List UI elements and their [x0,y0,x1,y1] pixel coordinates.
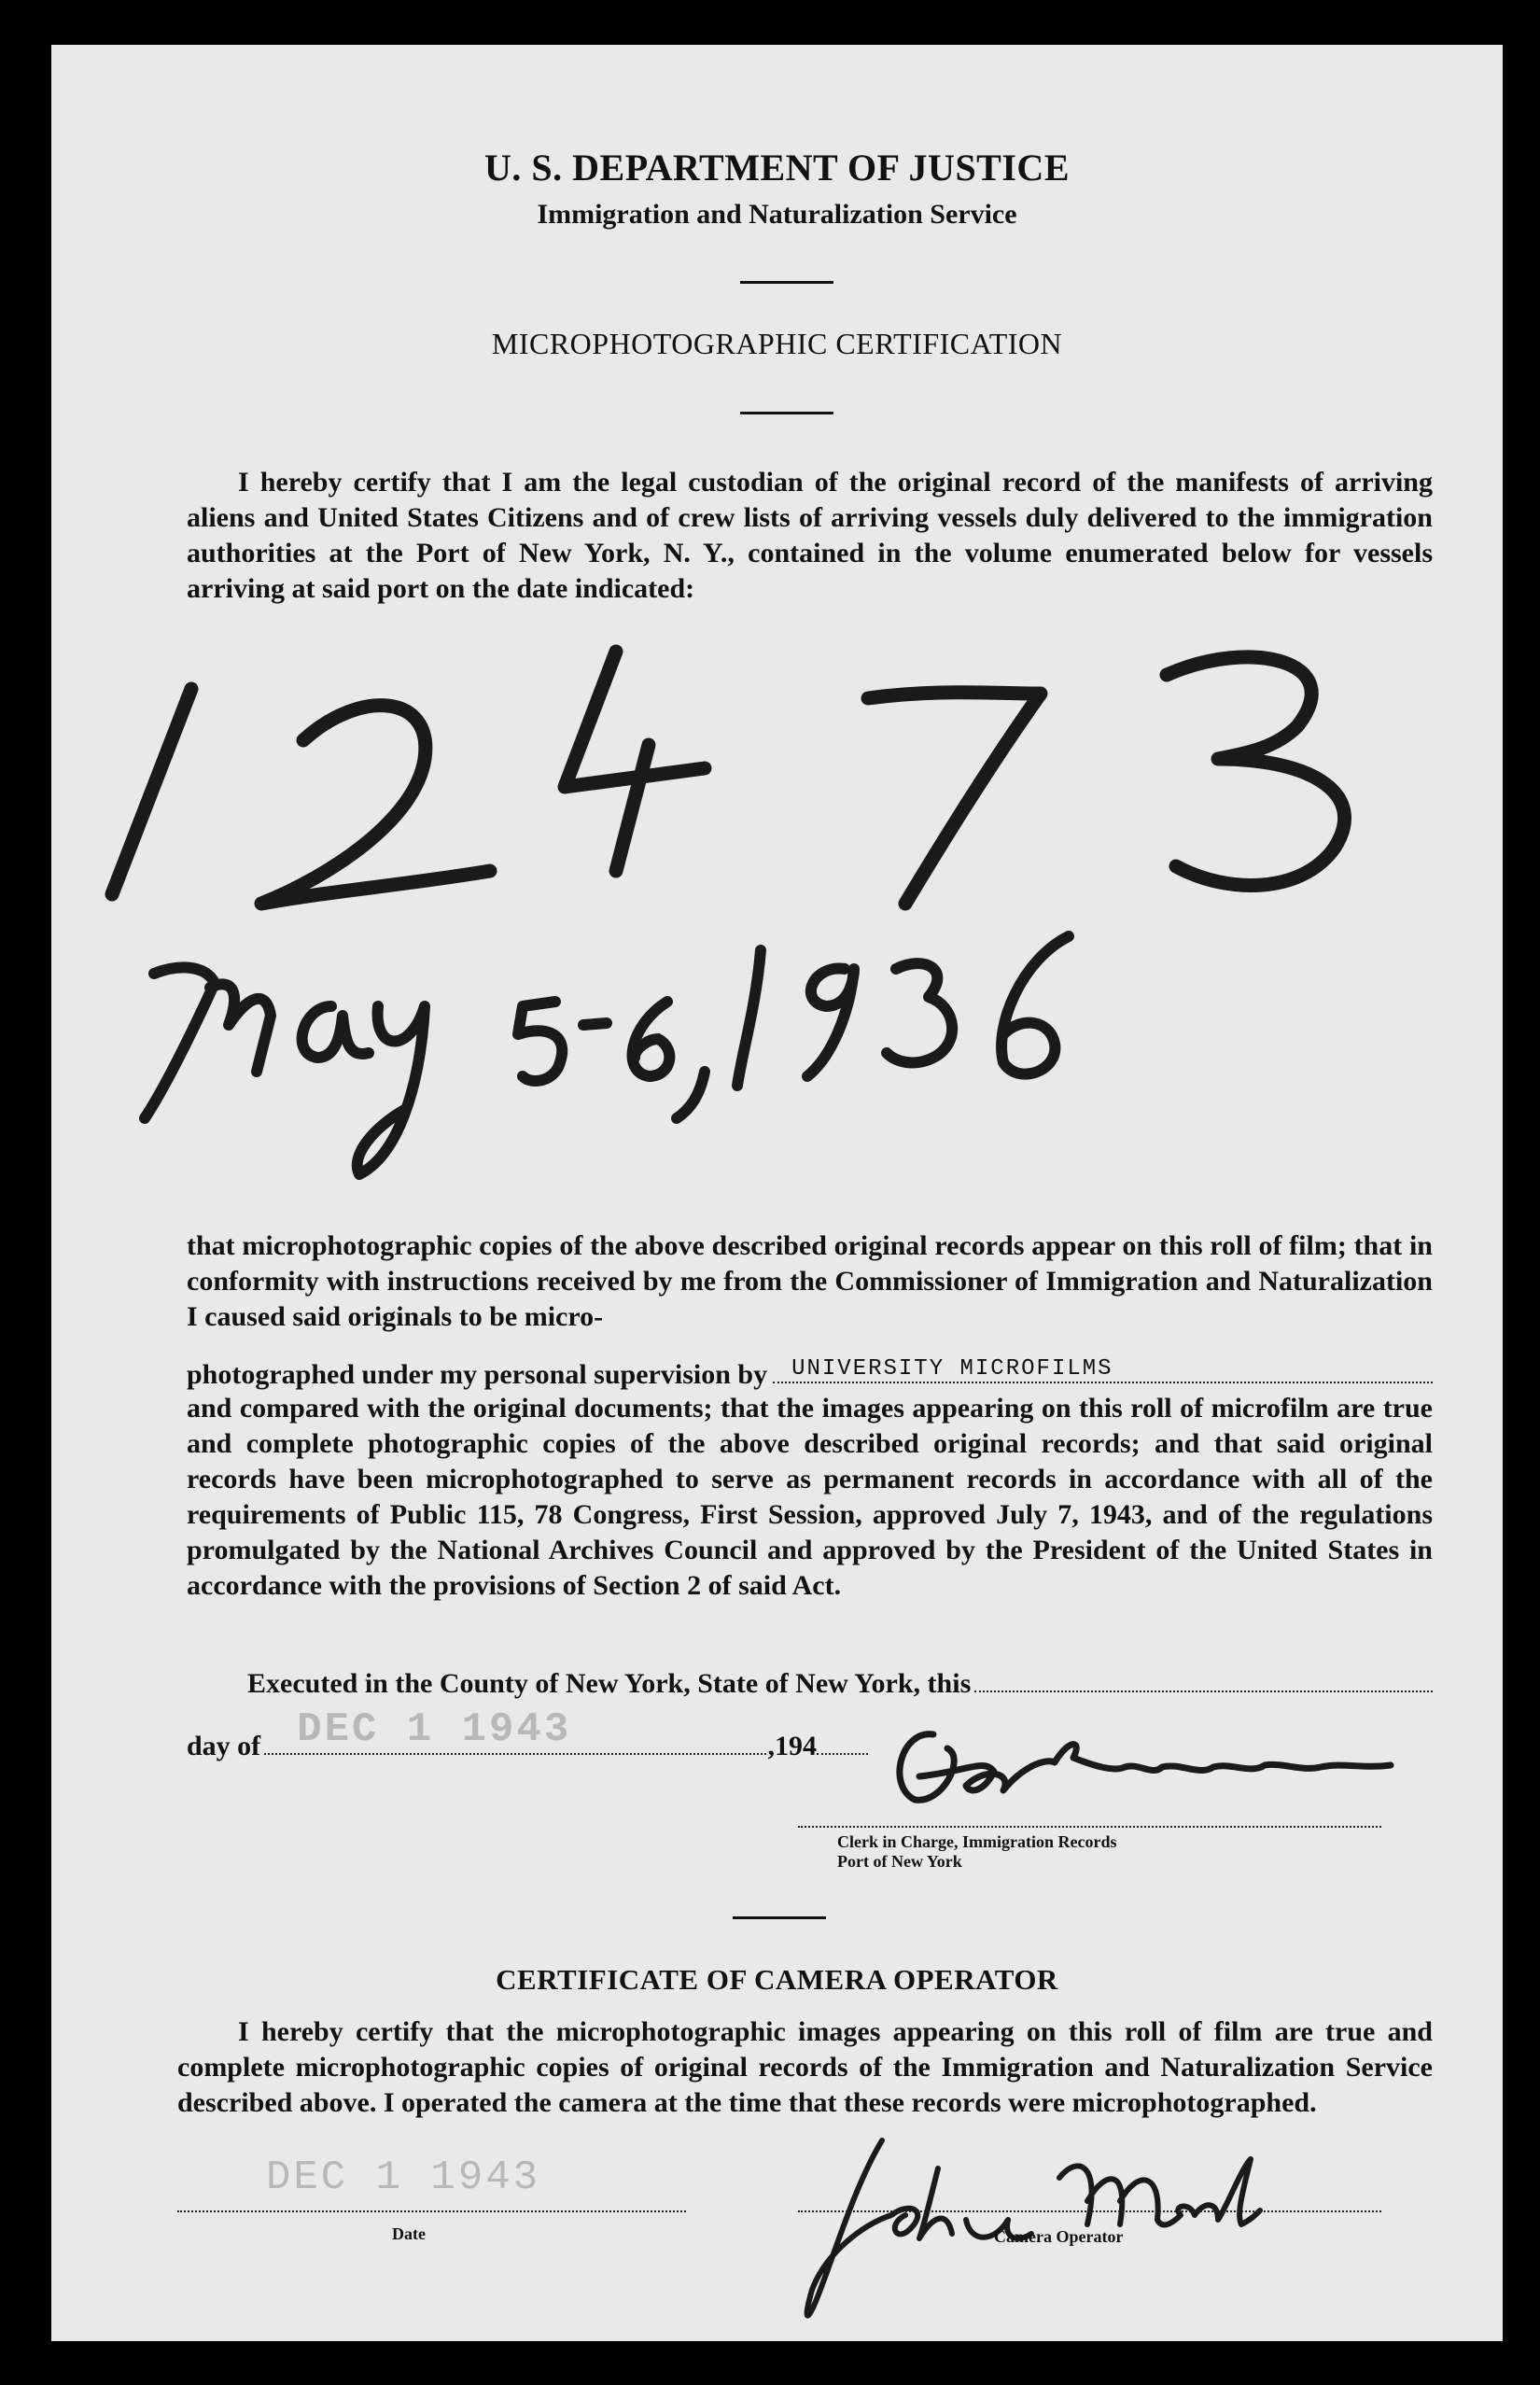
received-date-stamp: DEC 1 1943 [297,1706,572,1753]
clerk-signature [882,1702,1405,1823]
year-field [817,1727,868,1755]
camera-operator-paragraph [177,2014,1433,2121]
photographed-by-line [187,1354,1433,1393]
photographed-by-value: UNIVERSITY MICROFILMS [791,1356,1113,1382]
body-text-start: that microphotographic copies of the above described original records appear on this roll of film; that in conformity with instructions received by me from the Commissioner of Immigration and Naturalization I caused said originals to be micro- [187,1230,1433,1332]
date-label: Date [392,2224,426,2243]
body-text-end: and compared with the original documents; that the images appearing on this roll of microfilm are true and complete photographic copies of the above described original records; and that said original records have been microphotographed to serve as permanent records in accordance with all of the requirements of Public 115, 78 Congress, First Session, approved July 7, 1943, and of the regulations promulgated by the National Archives Council and approved by the President of the United States in accordance with the provisions of Section 2 of said Act. [187,1393,1433,1601]
camera-operator-title: CERTIFICATE OF CAMERA OPERATOR [496,1963,1058,1996]
operator-date-line [177,2210,686,2212]
year-prefix: 194 [775,1731,817,1761]
clerk-title-line2: Port of New York [837,1852,962,1871]
handwritten-date [145,936,1069,1174]
executed-day-field [974,1664,1433,1692]
operator-signature-line [798,2210,1381,2212]
divider [733,1916,826,1919]
handwritten-volume-number [112,652,1345,904]
body-paragraph-start [187,1228,1433,1335]
executed-line [247,1664,1433,1700]
divider [740,412,833,414]
handwritten-volume-and-date [51,586,1503,1184]
divider [740,281,833,284]
camera-operator-text: I hereby certify that the microphotographic images appearing on this roll of film are true and complete microphotographic copies of original records of the Immigration and Naturalization Service described above. I operated the camera at the time that these records were microphotographed. [177,2016,1433,2118]
photographed-by-field [773,1354,1433,1383]
day-of-label: day of [187,1731,261,1761]
body-paragraph-end [187,1391,1433,1604]
day-of-line: day of DEC 1 1943 , 194 [187,1727,868,1762]
department-title: U. S. DEPARTMENT OF JUSTICE [484,147,1070,189]
certification-title: MICROPHOTOGRAPHIC CERTIFICATION [491,327,1063,360]
camera-operator-label: Camera Operator [994,2227,1124,2246]
clerk-signature-line [798,1826,1381,1828]
camera-operator-signature [779,2112,1265,2336]
photographed-by-label: photographed under my personal supervision by [187,1359,768,1390]
service-subtitle: Immigration and Naturalization Service [537,199,1017,230]
operator-date-stamp: DEC 1 1943 [266,2154,541,2201]
executed-text: Executed in the County of New York, State of New York, this [247,1668,972,1699]
clerk-title-line1: Clerk in Charge, Immigration Records [837,1832,1117,1851]
intro-text: I hereby certify that I am the legal custodian of the original record of the manifests of arriving aliens and United States Citizens and of crew lists of arriving vessels duly delivered to the immigration authorities at the Port of New York, N. Y., contained in the volume enumerated below for vessels arriving at said port on the date indicated: [187,467,1433,604]
certification-document [51,45,1503,2341]
